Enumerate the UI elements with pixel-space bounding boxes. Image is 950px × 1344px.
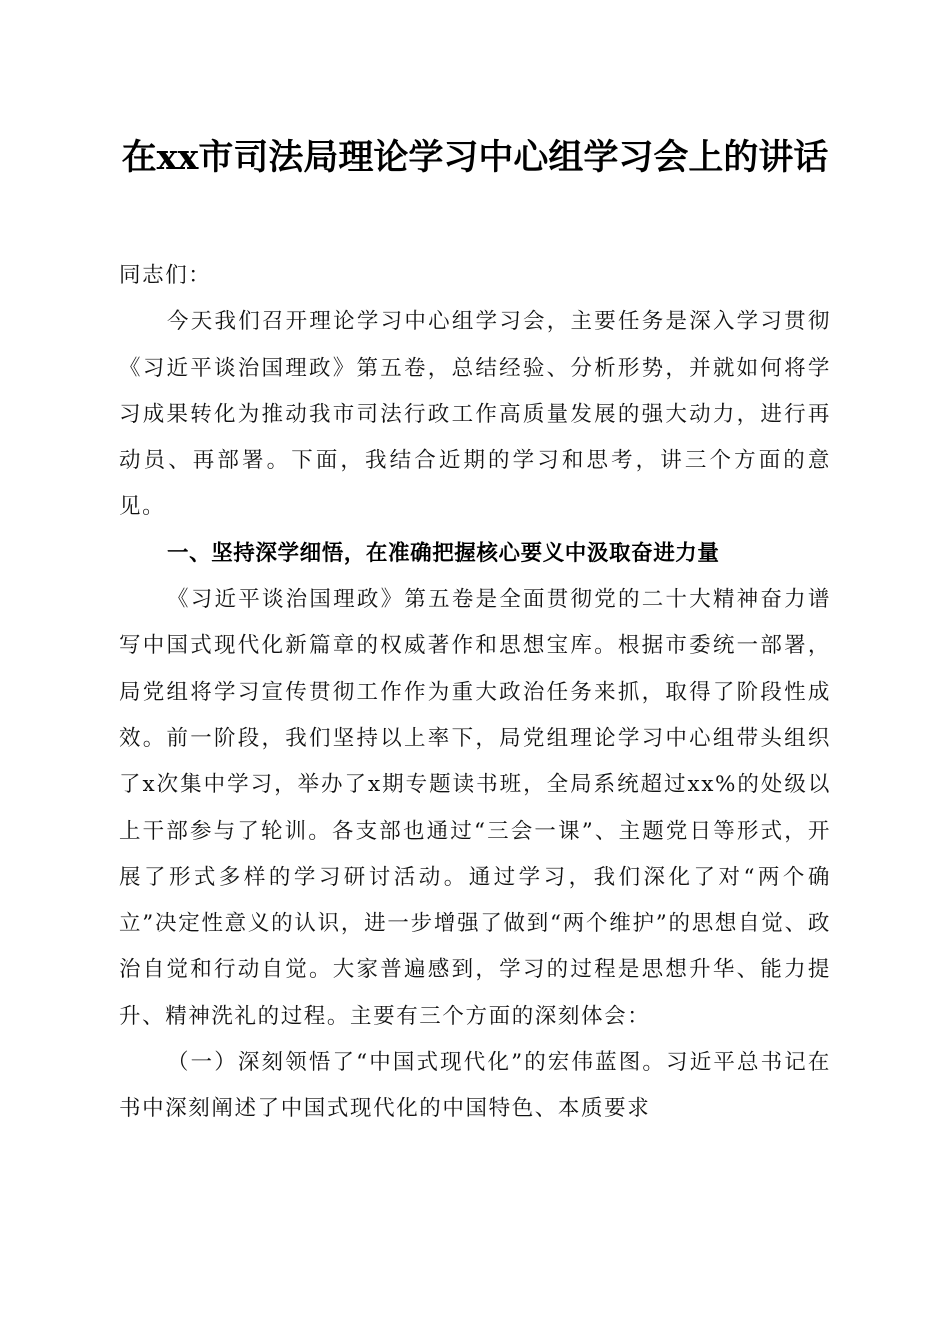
section-1-heading: 一、坚持深学细悟，在准确把握核心要义中汲取奋进力量	[167, 540, 720, 566]
document-body	[119, 253, 831, 1133]
greeting: 同志们：	[119, 263, 212, 288]
section-1-paragraph: 《习近平谈治国理政》第五卷是全面贯彻党的二十大精神奋力谱写中国式现代化新篇章的权威著作和思想宝库。根据市委统一部署，局党组将学习宣传贯彻工作作为重大政治任务来抓，取得了阶段性成效。前一阶段，我们坚持以上率下，局党组理论学习中心组带头组织了x次集中学习，举办了x期专题读书班，全局系统超过xx%的处级以上干部参与了轮训。各支部也通过“三会一课”、主题党日等形式，开展了形式多样的学习研讨活动。通过学习，我们深化了对“两个确立”决定性意义的认识，进一步增强了做到“两个维护”的思想自觉、政治自觉和行动自觉。大家普遍感到，学习的过程是思想升华、能力提升、精神洗礼的过程。主要有三个方面的深刻体会：	[119, 587, 831, 1029]
intro-paragraph: 今天我们召开理论学习中心组学习会，主要任务是深入学习贯彻《习近平谈治国理政》第五卷，总结经验、分析形势，并就如何将学习成果转化为推动我市司法行政工作高质量发展的强大动力，进行再动员、再部署。下面，我结合近期的学习和思考，讲三个方面的意见。	[119, 309, 831, 520]
subsection-1-paragraph: （一）深刻领悟了“中国式现代化”的宏伟蓝图。习近平总书记在书中深刻阐述了中国式现代化的中国特色、本质要求	[119, 1050, 831, 1122]
document-title: 在xx市司法局理论学习中心组学习会上的讲话	[121, 137, 829, 178]
